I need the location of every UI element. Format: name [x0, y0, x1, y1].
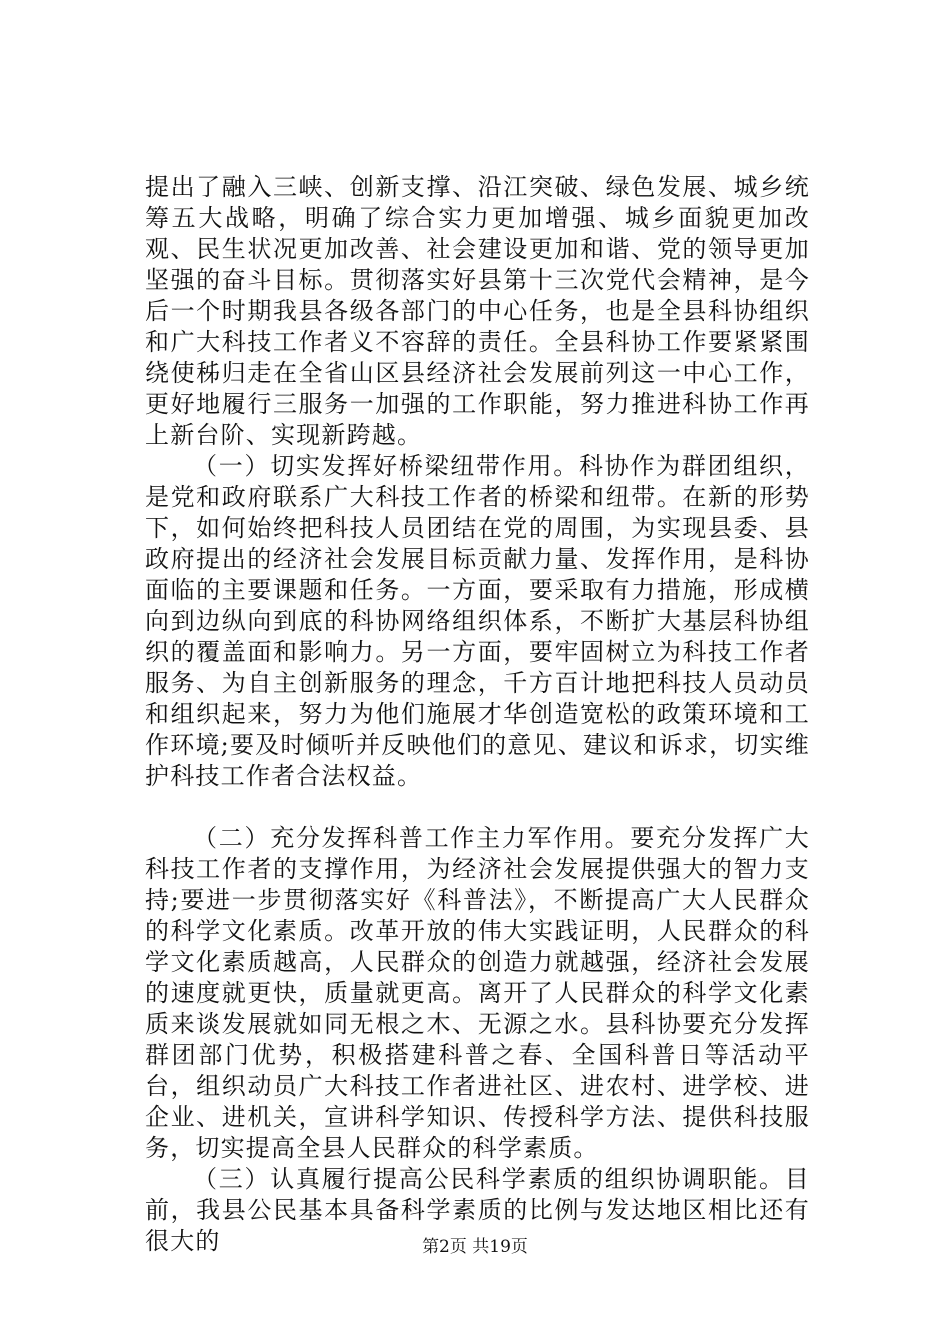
page-footer — [0, 1236, 950, 1258]
paragraph-section-three: （三）认真履行提高公民科学素质的组织协调职能。目前，我县公民基本具备科学素质的比例与发达地区相比还有很大的 — [145, 1165, 810, 1255]
page-number-label: 第2页 共19页 — [422, 1237, 528, 1257]
document-body — [145, 172, 810, 1257]
paragraph-section-two: （二）充分发挥科普工作主力军作用。要充分发挥广大科技工作者的支撑作用，为经济社会发展提供强大的智力支持;要进一步贯彻落实好《科普法》，不断提高广大人民群众的科学文化素质。改革开放的伟大实践证明，人民群众的科学文化素质越高，人民群众的创造力就越强，经济社会发展的速度就更快，质量就更高。离开了人民群众的科学文化素质来谈发展就如同无根之木、无源之水。县科协要充分发挥群团部门优势，积极搭建科普之春、全国科普日等活动平台，组织动员广大科技工作者进社区、进农村、进学校、进企业、进机关，宣讲科学知识、传授科学方法、提供科技服务，切实提高全县人民群众的科学素质。 — [145, 824, 810, 1162]
paragraph-section-one: （一）切实发挥好桥梁纽带作用。科协作为群团组织，是党和政府联系广大科技工作者的桥梁和纽带。在新的形势下，如何始终把科技人员团结在党的周围，为实现县委、县政府提出的经济社会发展目标贡献力量、发挥作用，是科协面临的主要课题和任务。一方面，要采取有力措施，形成横向到边纵向到底的科协网络组织体系，不断扩大基层科协组织的覆盖面和影响力。另一方面，要牢固树立为科技工作者服务、为自主创新服务的理念，千方百计地把科技人员动员和组织起来，努力为他们施展才华创造宽松的政策环境和工作环境;要及时倾听并反映他们的意见、建议和诉求，切实维护科技工作者合法权益。 — [145, 452, 810, 790]
paragraph-continued-intro: 提出了融入三峡、创新支撑、沿江突破、绿色发展、城乡统筹五大战略，明确了综合实力更加增强、城乡面貌更加改观、民生状况更加改善、社会建设更加和谐、党的领导更加坚强的奋斗目标。贯彻落实好县第十三次党代会精神，是今后一个时期我县各级各部门的中心任务，也是全县科协组织和广大科技工作者义不容辞的责任。全县科协工作要紧紧围绕使秭归走在全省山区县经济社会发展前列这一中心工作，更好地履行三服务一加强的工作职能，努力推进科协工作再上新台阶、实现新跨越。 — [145, 173, 810, 449]
